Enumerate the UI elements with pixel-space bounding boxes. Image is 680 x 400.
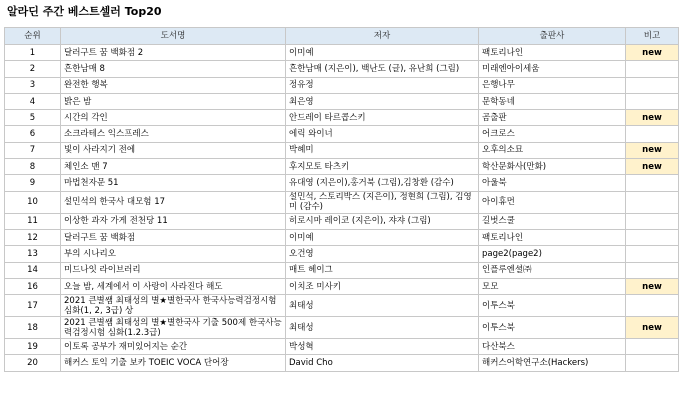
table-row <box>5 317 679 339</box>
publisher-cell: 다산북스 <box>479 339 626 355</box>
table-row <box>5 126 679 142</box>
author-cell: 박혜미 <box>286 142 479 158</box>
rank-cell: 1 <box>5 45 61 61</box>
publisher-cell: 은행나무 <box>479 77 626 93</box>
book-title-cell: 밝은 밤 <box>61 93 286 109</box>
note-cell <box>626 126 679 142</box>
rank-cell: 9 <box>5 175 61 191</box>
header-note: 비고 <box>626 28 679 45</box>
table-row <box>5 142 679 158</box>
rank-cell: 17 <box>5 295 61 317</box>
table-row <box>5 77 679 93</box>
rank-cell: 14 <box>5 262 61 278</box>
rank-cell: 6 <box>5 126 61 142</box>
bestseller-table <box>4 27 679 372</box>
book-title-cell: 미드나잇 라이브러리 <box>61 262 286 278</box>
author-cell: 최태성 <box>286 295 479 317</box>
publisher-cell: 모모 <box>479 278 626 294</box>
author-cell: 매트 헤이그 <box>286 262 479 278</box>
publisher-cell: 아울북 <box>479 175 626 191</box>
note-cell: new <box>626 278 679 294</box>
publisher-cell: 팩토리나인 <box>479 45 626 61</box>
page-title: 알라딘 주간 베스트셀러 Top20 <box>7 5 162 18</box>
note-cell <box>626 93 679 109</box>
author-cell: David Cho <box>286 355 479 371</box>
book-title-cell: 달러구트 꿈 백화점 <box>61 229 286 245</box>
table-row <box>5 110 679 126</box>
rank-cell: 11 <box>5 213 61 229</box>
publisher-cell: 학산문화사(만화) <box>479 159 626 175</box>
table-header-row <box>5 28 679 45</box>
author-cell: 이치조 미사키 <box>286 278 479 294</box>
header-author: 저자 <box>286 28 479 45</box>
note-cell: new <box>626 110 679 126</box>
publisher-cell: 문학동네 <box>479 93 626 109</box>
book-title-cell: 해커스 토익 기출 보카 TOEIC VOCA 단어장 <box>61 355 286 371</box>
author-cell: 정유정 <box>286 77 479 93</box>
rank-cell: 3 <box>5 77 61 93</box>
book-title-cell: 마법천자문 51 <box>61 175 286 191</box>
note-cell: new <box>626 142 679 158</box>
note-cell <box>626 339 679 355</box>
rank-cell: 20 <box>5 355 61 371</box>
table-row <box>5 339 679 355</box>
table-row <box>5 355 679 371</box>
book-title-cell: 흔한남매 8 <box>61 61 286 77</box>
header-book: 도서명 <box>61 28 286 45</box>
table-row <box>5 45 679 61</box>
note-cell <box>626 295 679 317</box>
publisher-cell: 이투스북 <box>479 295 626 317</box>
rank-cell: 13 <box>5 246 61 262</box>
note-cell: new <box>626 317 679 339</box>
note-cell <box>626 213 679 229</box>
book-title-cell: 오늘 밤, 세계에서 이 사랑이 사라진다 해도 <box>61 278 286 294</box>
publisher-cell: 오후의소묘 <box>479 142 626 158</box>
author-cell: 에릭 와이너 <box>286 126 479 142</box>
author-cell: 후지모토 타츠키 <box>286 159 479 175</box>
note-cell <box>626 246 679 262</box>
table-row <box>5 191 679 213</box>
note-cell <box>626 61 679 77</box>
table-row <box>5 229 679 245</box>
rank-cell: 7 <box>5 142 61 158</box>
table-row <box>5 295 679 317</box>
publisher-cell: 인플루엔셜㈜ <box>479 262 626 278</box>
publisher-cell: 미래엔아이세움 <box>479 61 626 77</box>
book-title-cell: 시간의 각인 <box>61 110 286 126</box>
note-cell: new <box>626 45 679 61</box>
author-cell: 안드레이 타르콥스키 <box>286 110 479 126</box>
header-publisher: 출판사 <box>479 28 626 45</box>
note-cell: new <box>626 159 679 175</box>
book-title-cell: 소크라테스 익스프레스 <box>61 126 286 142</box>
rank-cell: 10 <box>5 191 61 213</box>
rank-cell: 16 <box>5 278 61 294</box>
book-title-cell: 설민석의 한국사 대모험 17 <box>61 191 286 213</box>
rank-cell: 19 <box>5 339 61 355</box>
table-row <box>5 262 679 278</box>
rank-cell: 2 <box>5 61 61 77</box>
book-title-cell: 완전한 행복 <box>61 77 286 93</box>
note-cell <box>626 355 679 371</box>
rank-cell: 12 <box>5 229 61 245</box>
author-cell: 최은영 <box>286 93 479 109</box>
book-title-cell: 2021 큰별쌤 최태성의 별★별한국사 한국사능력검정시험 심화(1, 2, 3급) 상 <box>61 295 286 317</box>
author-cell: 오건영 <box>286 246 479 262</box>
rank-cell: 4 <box>5 93 61 109</box>
author-cell: 흔한남매 (지은이), 백난도 (글), 유난희 (그림) <box>286 61 479 77</box>
author-cell: 유대영 (지은이),홍거북 (그림),김창환 (감수) <box>286 175 479 191</box>
rank-cell: 18 <box>5 317 61 339</box>
author-cell: 설민석, 스토리박스 (지은이), 정현희 (그림), 김영미 (감수) <box>286 191 479 213</box>
publisher-cell: 아이휴먼 <box>479 191 626 213</box>
publisher-cell: 팩토리나인 <box>479 229 626 245</box>
book-title-cell: 체인소 맨 7 <box>61 159 286 175</box>
table-row <box>5 159 679 175</box>
book-title-cell: 부의 시나리오 <box>61 246 286 262</box>
note-cell <box>626 229 679 245</box>
publisher-cell: 이투스북 <box>479 317 626 339</box>
book-title-cell: 이상한 과자 가게 전천당 11 <box>61 213 286 229</box>
note-cell <box>626 262 679 278</box>
book-title-cell: 2021 큰별쌤 최태성의 별★별한국사 기출 500제 한국사능력검정시험 심화(1.2.3급) <box>61 317 286 339</box>
author-cell: 최태성 <box>286 317 479 339</box>
author-cell: 이미예 <box>286 229 479 245</box>
note-cell <box>626 175 679 191</box>
table-row <box>5 61 679 77</box>
book-title-cell: 이토록 공부가 재미있어지는 순간 <box>61 339 286 355</box>
note-cell <box>626 191 679 213</box>
publisher-cell: 어크로스 <box>479 126 626 142</box>
table-row <box>5 213 679 229</box>
table-row <box>5 93 679 109</box>
table-row <box>5 175 679 191</box>
table-row <box>5 246 679 262</box>
header-rank: 순위 <box>5 28 61 45</box>
publisher-cell: 곰출판 <box>479 110 626 126</box>
rank-cell: 8 <box>5 159 61 175</box>
publisher-cell: 해커스어학연구소(Hackers) <box>479 355 626 371</box>
publisher-cell: 길벗스쿨 <box>479 213 626 229</box>
note-cell <box>626 77 679 93</box>
table-row <box>5 278 679 294</box>
author-cell: 히로시마 레이코 (지은이), 쟈쟈 (그림) <box>286 213 479 229</box>
book-title-cell: 달러구트 꿈 백화점 2 <box>61 45 286 61</box>
book-title-cell: 빛이 사라지기 전에 <box>61 142 286 158</box>
author-cell: 박성혁 <box>286 339 479 355</box>
author-cell: 이미예 <box>286 45 479 61</box>
rank-cell: 5 <box>5 110 61 126</box>
table-body <box>5 45 679 372</box>
publisher-cell: page2(page2) <box>479 246 626 262</box>
